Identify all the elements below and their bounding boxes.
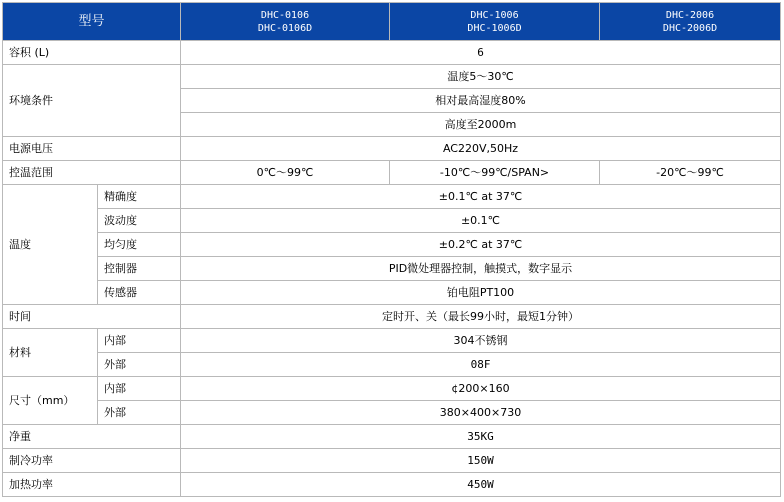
- temp-range-model-3: -20℃～99℃: [600, 161, 781, 185]
- row-material-inner: [3, 329, 781, 353]
- row-size-inner: [3, 377, 781, 401]
- power-label: 电源电压: [3, 137, 181, 161]
- sensor-value: 铂电阻PT100: [181, 281, 781, 305]
- row-cooling-power: [3, 449, 781, 473]
- row-heating-power: [3, 473, 781, 497]
- row-power: [3, 137, 781, 161]
- material-inner-value: 304不锈钢: [181, 329, 781, 353]
- model-column-2: [390, 3, 600, 41]
- heating-power-label: 加热功率: [3, 473, 181, 497]
- row-temperature-accuracy: [3, 185, 781, 209]
- volume-label: 容积 (L): [3, 41, 181, 65]
- model-1-name: DHC-0106: [260, 9, 310, 21]
- fluctuation-label: 波动度: [98, 209, 181, 233]
- temperature-label: 温度: [3, 185, 98, 305]
- environment-label: 环境条件: [3, 65, 181, 137]
- size-inner-label: 内部: [98, 377, 181, 401]
- time-value: 定时开、关（最长99小时，最短1分钟）: [181, 305, 781, 329]
- row-environment-1: [3, 65, 781, 89]
- controller-label: 控制器: [98, 257, 181, 281]
- row-temperature-uniformity: [3, 233, 781, 257]
- row-size-outer: [3, 401, 781, 425]
- environment-altitude: 高度至2000m: [181, 113, 781, 137]
- environment-humidity: 相对最高湿度80%: [181, 89, 781, 113]
- accuracy-label: 精确度: [98, 185, 181, 209]
- net-weight-value: 35KG: [181, 425, 781, 449]
- power-value: AC220V,50Hz: [181, 137, 781, 161]
- row-volume: [3, 41, 781, 65]
- row-temperature-sensor: [3, 281, 781, 305]
- sensor-label: 传感器: [98, 281, 181, 305]
- model-2-name: DHC-1006: [470, 9, 519, 21]
- temp-range-label: 控温范围: [3, 161, 181, 185]
- model-3-name: DHC-2006: [665, 9, 715, 21]
- model-label: 型号: [3, 3, 181, 41]
- row-net-weight: [3, 425, 781, 449]
- material-outer-value: 08F: [181, 353, 781, 377]
- material-outer-label: 外部: [98, 353, 181, 377]
- accuracy-value: ±0.1℃ at 37℃: [181, 185, 781, 209]
- controller-value: PID微处理器控制，触摸式，数字显示: [181, 257, 781, 281]
- size-label: 尺寸（mm）: [3, 377, 98, 425]
- row-material-outer: [3, 353, 781, 377]
- row-temperature-controller: [3, 257, 781, 281]
- fluctuation-value: ±0.1℃: [181, 209, 781, 233]
- model-1-name-d: DHC-0106D: [257, 22, 313, 34]
- cooling-power-value: 150W: [181, 449, 781, 473]
- material-inner-label: 内部: [98, 329, 181, 353]
- model-2-name-d: DHC-1006D: [467, 22, 522, 34]
- size-outer-value: 380×400×730: [181, 401, 781, 425]
- model-column-1: [181, 3, 390, 41]
- uniformity-label: 均匀度: [98, 233, 181, 257]
- time-label: 时间: [3, 305, 181, 329]
- uniformity-value: ±0.2℃ at 37℃: [181, 233, 781, 257]
- size-inner-value: ¢200×160: [181, 377, 781, 401]
- cooling-power-label: 制冷功率: [3, 449, 181, 473]
- net-weight-label: 净重: [3, 425, 181, 449]
- row-temp-range: [3, 161, 781, 185]
- model-3-name-d: DHC-2006D: [662, 22, 718, 34]
- row-temperature-fluctuation: [3, 209, 781, 233]
- temp-range-model-2: -10℃～99℃/SPAN>: [390, 161, 600, 185]
- model-column-3: [600, 3, 781, 41]
- spec-table: [2, 2, 781, 497]
- temp-range-model-1: 0℃～99℃: [181, 161, 390, 185]
- environment-temperature: 温度5～30℃: [181, 65, 781, 89]
- header-row: [3, 3, 781, 41]
- material-label: 材料: [3, 329, 98, 377]
- volume-value: 6: [181, 41, 781, 65]
- row-time: [3, 305, 781, 329]
- heating-power-value: 450W: [181, 473, 781, 497]
- size-outer-label: 外部: [98, 401, 181, 425]
